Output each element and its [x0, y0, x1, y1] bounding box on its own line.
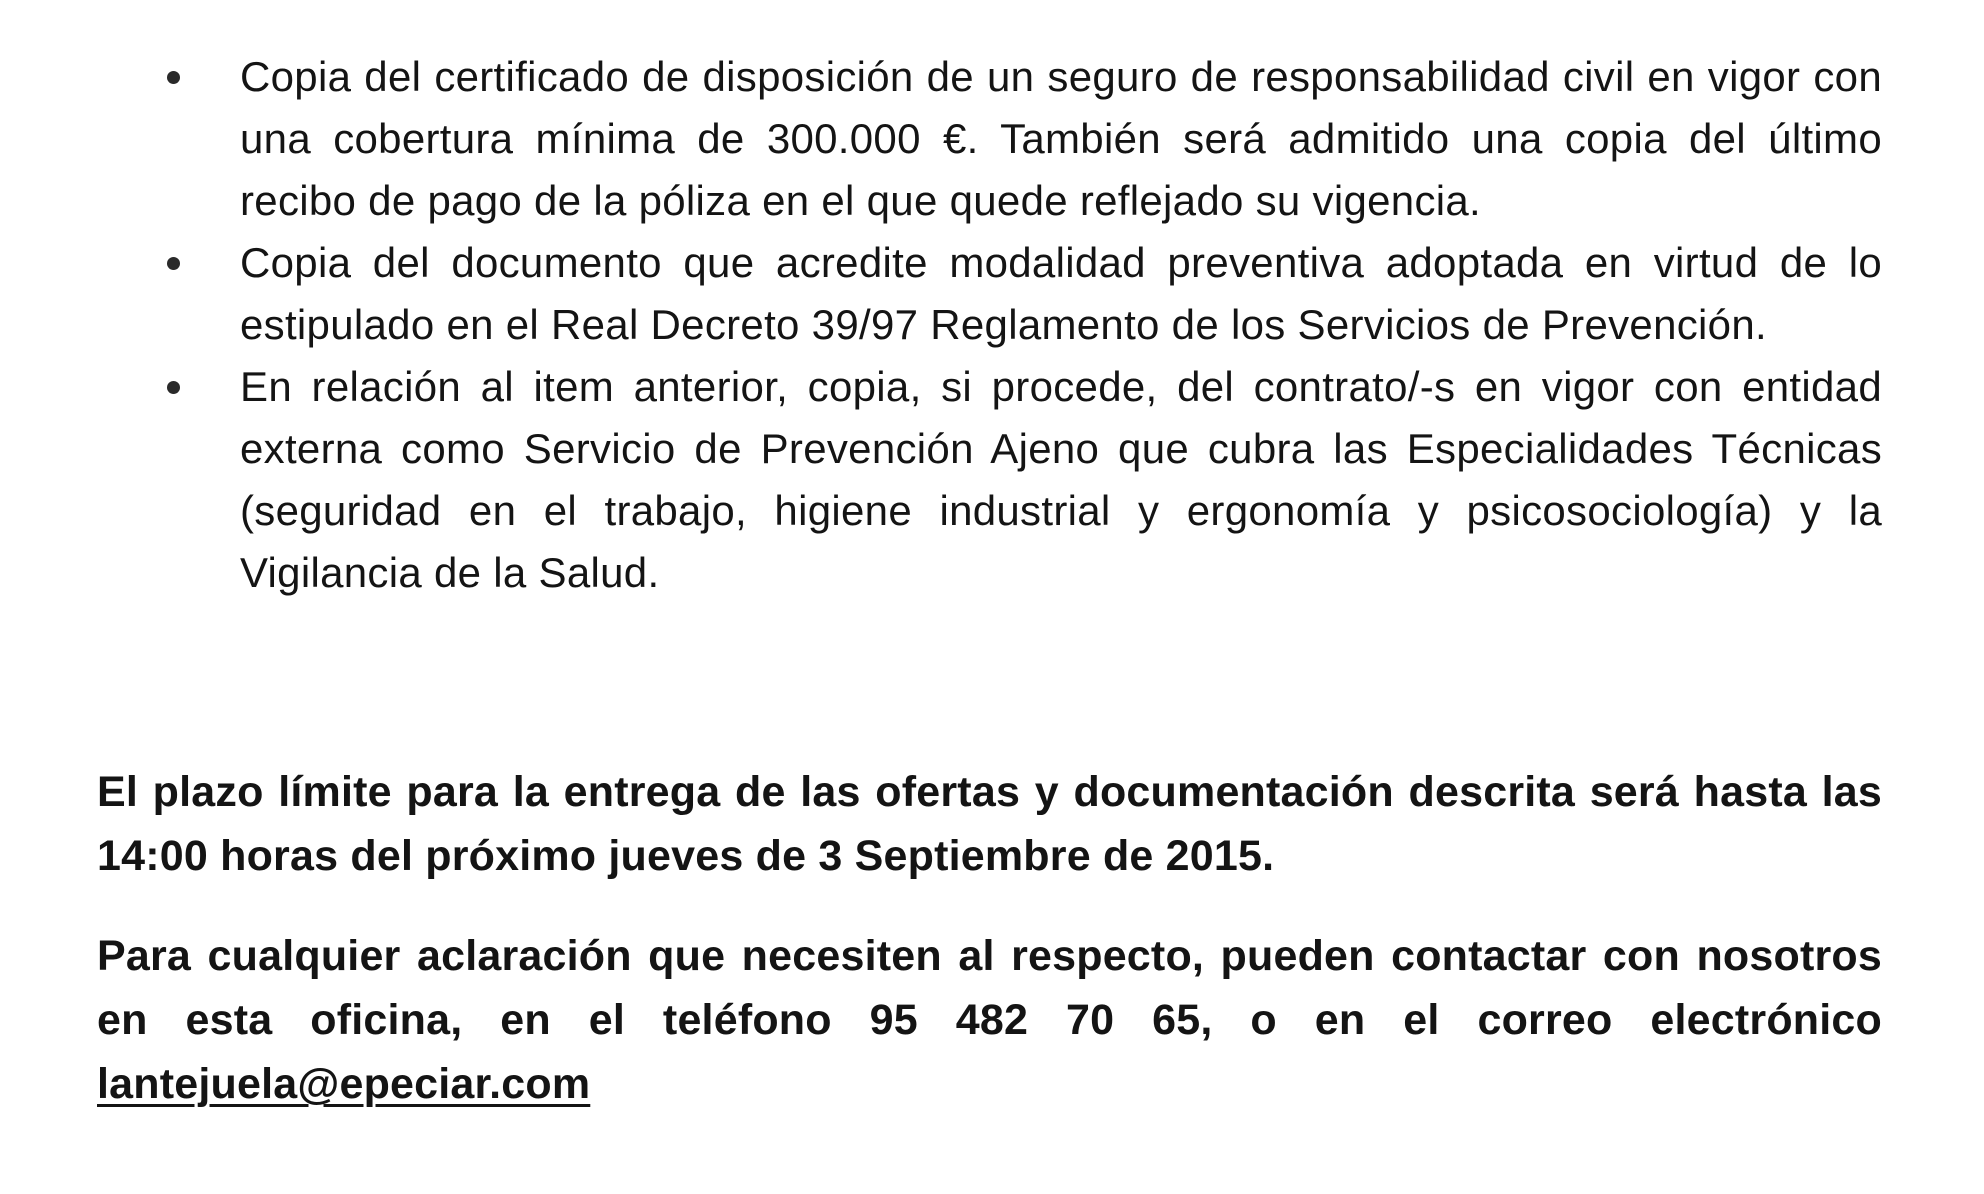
list-item-text: Copia del certificado de disposición de un seguro de responsabilidad civil en vigor con una cobertura mínima de 300.000 €. También será admitido una copia del último recibo de pago de la póliza en el que quede reflejado su vigencia. — [240, 53, 1882, 224]
email-link[interactable]: lantejuela@epeciar.com — [97, 1060, 591, 1108]
bullet-icon — [167, 381, 180, 394]
bullet-icon — [167, 71, 180, 84]
contact-paragraph — [97, 924, 1882, 1116]
bullet-icon — [167, 257, 180, 270]
contact-text: Para cualquier aclaración que necesiten al respecto, pueden contactar con nosotros en esta oficina, en el teléfono 95 482 70 65, o en el correo electrónico — [97, 932, 1882, 1044]
requirements-list — [0, 46, 1984, 604]
list-item-text: En relación al item anterior, copia, si procede, del contrato/-s en vigor con entidad externa como Servicio de Prevención Ajeno que cubra las Especialidades Técnicas (seguridad en el trabajo, higiene industrial y ergonomía y psicosociología) y la Vigilancia de la Salud. — [240, 363, 1882, 596]
deadline-paragraph: El plazo límite para la entrega de las ofertas y documentación descrita será hasta las 14:00 horas del próximo jueves de 3 Septiembre de 2015. — [97, 768, 1882, 880]
list-item-prevention-contract — [240, 356, 1882, 604]
list-item-insurance — [240, 46, 1882, 232]
list-item-prevention-modality — [240, 232, 1882, 356]
list-item-text: Copia del documento que acredite modalidad preventiva adoptada en virtud de lo estipulado en el Real Decreto 39/97 Reglamento de los Servicios de Prevención. — [240, 239, 1882, 348]
